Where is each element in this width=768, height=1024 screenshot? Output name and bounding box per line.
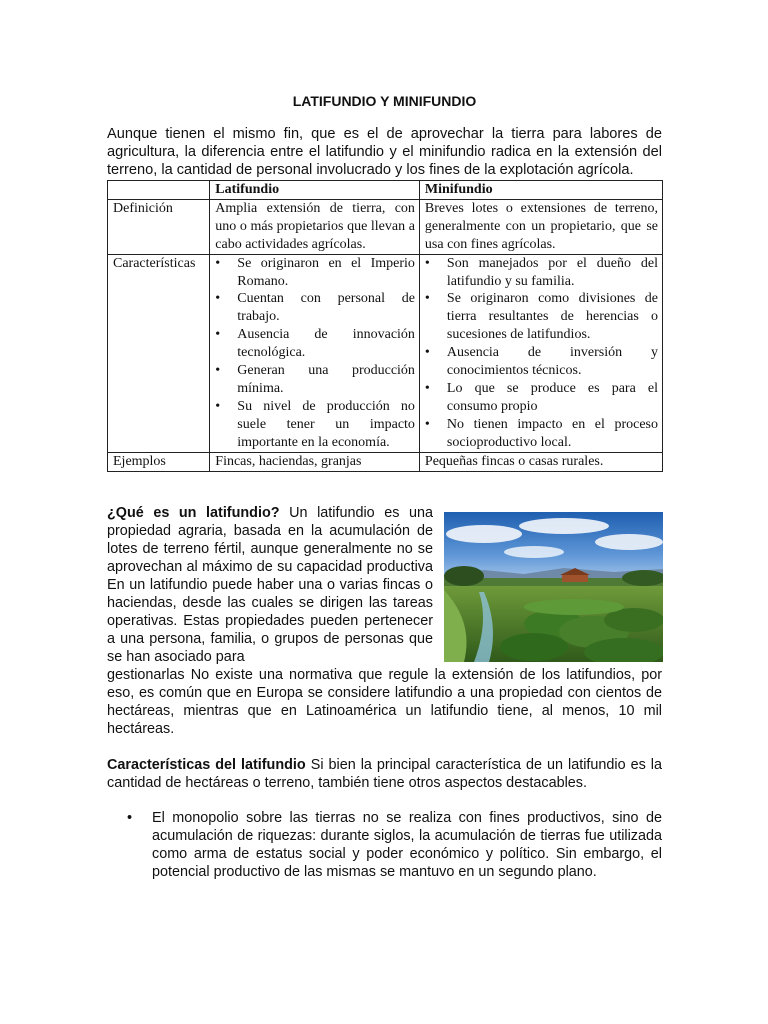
list-item: • No tienen impacto en el proceso socioproductivo local. — [425, 416, 658, 452]
list-item: • Son manejados por el dueño del latifundio y su familia. — [425, 255, 658, 291]
row-label-ejemplos: Ejemplos — [108, 452, 210, 471]
caracteristicas-minifundio — [419, 254, 662, 452]
table-header-row — [108, 181, 663, 200]
intro-paragraph: Aunque tienen el mismo fin, que es el de aprovechar la tierra para labores de agricultura, la diferencia entre el latifundio y el minifundio radica en la extensión del terreno, la cantidad de personal involucrado y los fines de la explotación agrícola. — [107, 126, 662, 178]
list-item: • Lo que se produce es para el consumo propio — [425, 380, 658, 416]
page-title: LATIFUNDIO Y MINIFUNDIO — [292, 93, 477, 109]
header-cell-empty — [108, 181, 210, 200]
caracteristicas-bullet-list — [107, 809, 662, 881]
definicion-minifundio: Breves lotes o extensiones de terreno, generalmente con un propietario, que se usa con fines agrícolas. — [419, 199, 662, 254]
que-es-continued: gestionarlas No existe una normativa que regule la extensión de los latifundios, por eso, es común que en Europa se considere latifundio a una propiedad con cientos de hectáreas, mientras que en Latinoamérica un latifundio tiene, al menos, 10 mil hectáreas. — [107, 667, 662, 737]
list-item: • Cuentan con personal de trabajo. — [215, 290, 415, 326]
farmland-photo — [444, 512, 663, 662]
list-item: • Se originaron como divisiones de tierra resultantes de herencias o sucesiones de latifundios. — [425, 290, 658, 344]
list-item: • Ausencia de inversión y conocimientos técnicos. — [425, 344, 658, 380]
caracteristicas-heading: Características del latifundio — [107, 757, 306, 773]
list-item: • El monopolio sobre las tierras no se realiza con fines productivos, sino de acumulación de riquezas: durante siglos, la acumulación de tierras fue utilizada como arma de estatus social y poder económico y político. Sin embargo, el potencial productivo de las mismas se mantuvo en un segundo plano. — [107, 809, 662, 881]
que-es-text: Un latifundio es una propiedad agraria, basada en la acumulación de lotes de terreno fértil, aunque generalmente no se aprovechan al máximo de su capacidad productiva En un latifundio puede haber una o varias fincas o haciendas, desde las cuales se dirigen las tareas operativas. Estas propiedades pueden pertenecer a una persona, familia, o grupos de personas que se han asociado para — [107, 505, 433, 665]
header-cell-minifundio: Minifundio — [419, 181, 662, 200]
row-label-definicion: Definición — [108, 199, 210, 254]
caracteristicas-text: Si bien la principal característica de un latifundio es la cantidad de hectáreas o terreno, también tiene otros aspectos destacables. — [107, 757, 663, 791]
definicion-latifundio: Amplia extensión de tierra, con uno o más propietarios que llevan a cabo actividades agrícolas. — [210, 199, 420, 254]
caracteristicas-latifundio — [210, 254, 420, 452]
caracteristicas-minifundio-list — [425, 255, 658, 452]
header-cell-latifundio: Latifundio — [210, 181, 420, 200]
que-es-paragraph — [107, 504, 433, 666]
caracteristicas-paragraph — [107, 756, 662, 792]
table-row-caracteristicas — [108, 254, 663, 452]
list-item: • Su nivel de producción no suele tener un impacto importante en la economía. — [215, 398, 415, 452]
ejemplos-minifundio: Pequeñas fincas o casas rurales. — [419, 452, 662, 471]
comparison-table — [107, 180, 663, 472]
list-item: • Generan una producción mínima. — [215, 362, 415, 398]
list-item: • Ausencia de innovación tecnológica. — [215, 326, 415, 362]
row-label-caracteristicas: Características — [108, 254, 210, 452]
table-row-definicion — [108, 199, 663, 254]
que-es-heading: ¿Qué es un latifundio? — [107, 505, 280, 521]
caracteristicas-latifundio-list — [215, 255, 415, 452]
table-row-ejemplos — [108, 452, 663, 471]
list-item: • Se originaron en el Imperio Romano. — [215, 255, 415, 291]
ejemplos-latifundio: Fincas, haciendas, granjas — [210, 452, 420, 471]
